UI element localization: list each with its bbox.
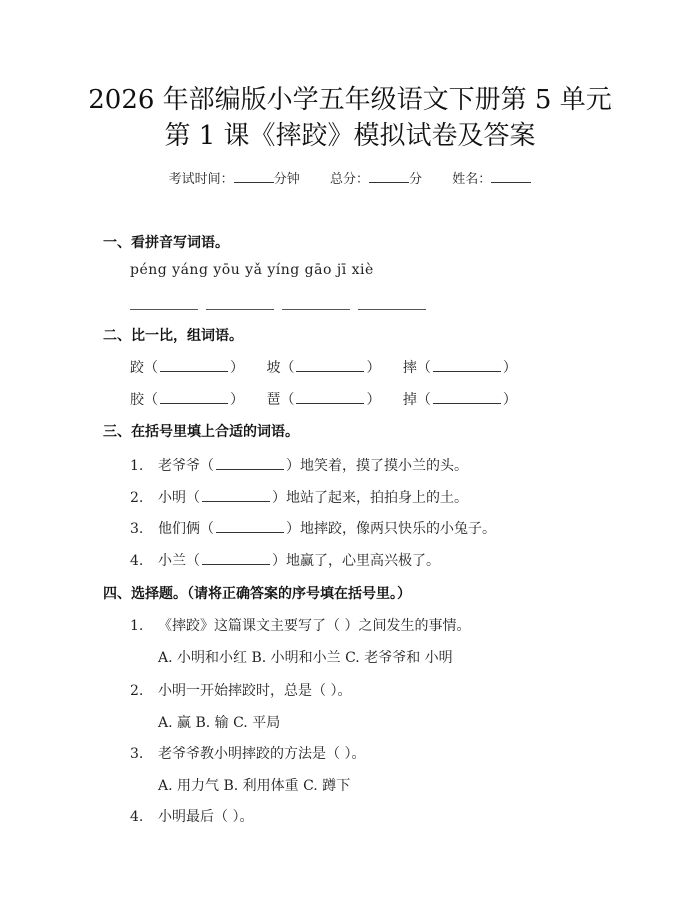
- time-blank: [234, 170, 274, 183]
- time-unit: 分钟: [273, 172, 300, 187]
- document-title-line1: 2026 年部编版小学五年级语文下册第 5 单元: [88, 85, 612, 115]
- time-label: 考试时间：: [168, 172, 234, 187]
- compare-row: 跤（ ） 坡（ ） 摔（ ）: [130, 360, 517, 376]
- answer-lines: [130, 295, 434, 314]
- blank: [202, 489, 270, 502]
- section2-heading: 二、比一比，组词语。: [103, 328, 243, 344]
- answer-line: [282, 299, 350, 310]
- question-text: 小明最后（ ）。: [158, 809, 254, 825]
- char: 胶: [130, 392, 144, 408]
- answer-line: [130, 299, 198, 310]
- char: 掉: [402, 392, 417, 408]
- question-options: A. 赢 B. 输 C. 平局: [158, 715, 281, 731]
- question-number: 3.: [130, 746, 144, 762]
- answer-line: [206, 299, 274, 310]
- char: 跤: [130, 360, 144, 376]
- pinyin-line: péng yáng yōu yǎ yíng gāo jī xiè: [130, 262, 374, 278]
- question-text: 《摔跤》这篇课文主要写了（ ）之间发生的事情。: [158, 618, 471, 634]
- answer-line: [358, 299, 426, 310]
- question-text: 老爷爷教小明摔跤的方法是（ ）。: [158, 746, 366, 762]
- blank: [433, 391, 501, 404]
- char: 琶: [266, 392, 281, 408]
- item-number: 4.: [130, 553, 144, 569]
- question-options: A. 小明和小红 B. 小明和小兰 C. 老爷爷和 小明: [158, 650, 453, 666]
- compare-row: 胶（ ） 琶（ ） 掉（ ）: [130, 392, 517, 408]
- blank: [160, 359, 228, 372]
- score-unit: 分: [409, 172, 423, 187]
- blank: [296, 359, 364, 372]
- blank: [296, 391, 364, 404]
- item-text: 地摔跤，像两只快乐的小兔子。: [300, 521, 496, 537]
- item-text: 地站了起来，拍拍身上的土。: [286, 490, 468, 506]
- score-label: 总分：: [329, 172, 369, 187]
- item-text: 地赢了，心里高兴极了。: [286, 553, 440, 569]
- question-number: 4.: [130, 809, 144, 825]
- section4-heading: 四、选择题。（请将正确答案的序号填在括号里。）: [103, 586, 411, 602]
- char: 摔: [402, 360, 417, 376]
- item-number: 1.: [130, 458, 144, 474]
- item-text: 他们俩: [158, 521, 200, 537]
- fill-item: 2. 小明（ ）地站了起来，拍拍身上的土。: [130, 490, 468, 506]
- item-number: 3.: [130, 521, 144, 537]
- item-text: 地笑着，摸了摸小兰的头。: [300, 458, 468, 474]
- blank: [216, 520, 284, 533]
- question: [130, 680, 351, 700]
- name-blank: [491, 170, 531, 183]
- fill-item: 1. 老爷爷（ ）地笑着，摸了摸小兰的头。: [130, 458, 468, 474]
- fill-item: 4. 小兰（ ）地赢了，心里高兴极了。: [130, 553, 440, 569]
- blank: [216, 457, 284, 470]
- item-text: 小兰: [158, 553, 186, 569]
- score-blank: [369, 170, 409, 183]
- blank: [202, 552, 270, 565]
- char: 坡: [266, 360, 281, 376]
- item-text: 老爷爷: [158, 458, 200, 474]
- exam-meta: [0, 168, 700, 187]
- question-options: A. 用力气 B. 利用体重 C. 蹲下: [158, 778, 351, 794]
- question-text: 小明一开始摔跤时，总是（ ）。: [158, 683, 352, 699]
- question: [130, 615, 470, 635]
- question: [130, 806, 253, 826]
- fill-item: 3. 他们俩（ ）地摔跤，像两只快乐的小兔子。: [130, 521, 496, 537]
- blank: [433, 359, 501, 372]
- question-number: 1.: [130, 618, 144, 634]
- question-number: 2.: [130, 683, 144, 699]
- name-label: 姓名：: [452, 172, 492, 187]
- document-title-line2: 第 1 课《摔跤》模拟试卷及答案: [164, 121, 536, 151]
- section3-heading: 三、在括号里填上合适的词语。: [103, 424, 299, 440]
- item-text: 小明: [158, 490, 186, 506]
- question: [130, 743, 365, 763]
- blank: [160, 391, 228, 404]
- item-number: 2.: [130, 490, 144, 506]
- section1-heading: 一、看拼音写词语。: [103, 235, 229, 251]
